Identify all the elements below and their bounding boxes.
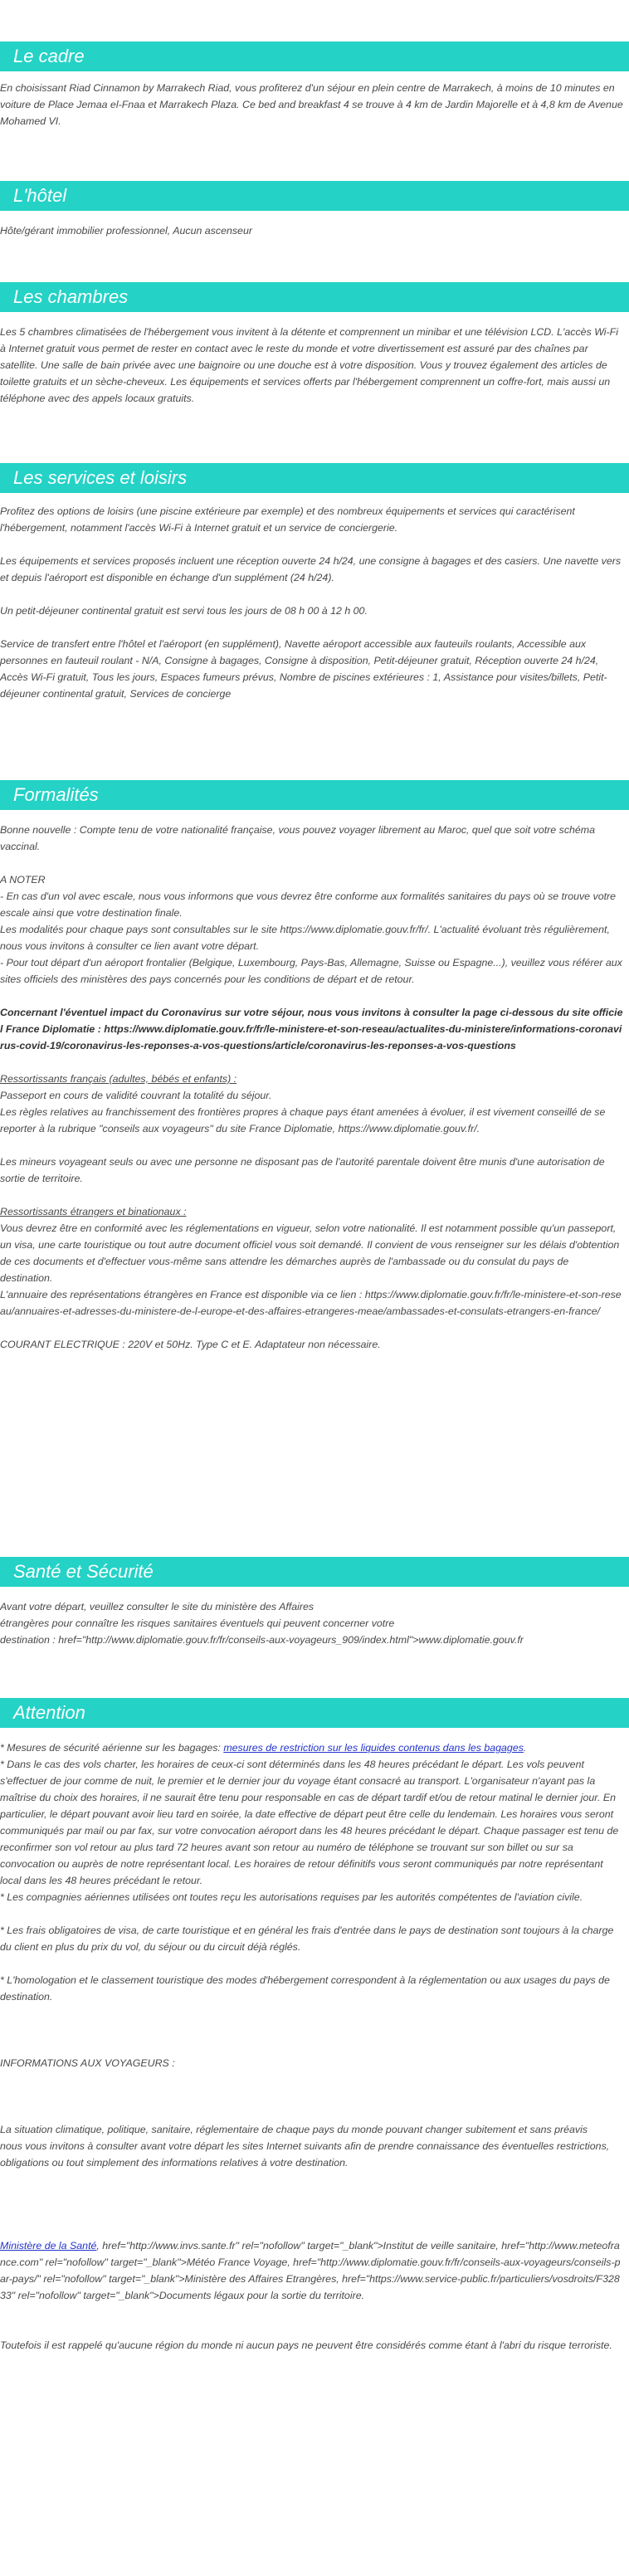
section-header-attention: Attention — [0, 1698, 629, 1728]
cadre-paragraph: En choisissant Riad Cinnamon by Marrakech Riad, vous profiterez d'un séjour en plein centre de Marrakech, à moins de 10 minutes en voiture de Place Jemaa el-Fnaa et Marrakech Plaza. Ce bed and breakfast 4 se trouve à 4 km de Jardin Majorelle et à 4,8 km de Avenue Mohamed VI. — [0, 82, 623, 127]
services-text — [0, 503, 624, 702]
formalites-note-title: A NOTER — [0, 874, 46, 886]
attention-bagages-end: . — [523, 1742, 527, 1754]
formalites-mineurs: Les mineurs voyageant seuls ou avec une personne ne disposant pas de l'autorité parentale doivent être munis d'une autorisation de sortie de territoire. — [0, 1156, 605, 1184]
attention-text — [0, 1739, 624, 2354]
hotel-paragraph: Hôte/gérant immobilier professionnel, Aucun ascenseur — [0, 225, 252, 237]
section-header-hotel: L'hôtel — [0, 181, 629, 211]
formalites-courant: COURANT ELECTRIQUE : 220V et 50Hz. Type C et E. Adaptateur non nécessaire. — [0, 1339, 381, 1350]
formalites-francais-heading: Ressortissants français (adultes, bébés et enfants) : — [0, 1073, 237, 1085]
formalites-note-escale: - En cas d'un vol avec escale, nous vous informons que vous devrez être conforme aux formalités sanitaires du pays où se trouve votre escale ainsi que votre destination finale. — [0, 890, 617, 919]
informations-links — [0, 2237, 624, 2304]
attention-vols-charter: * Dans le cas des vols charter, les horaires de ceux-ci sont déterminés dans les 48 heures précédant le départ. Les vols peuvent s'effectuer de jour comme de nuit, le premier et le dernier jour du voyage étant consacré au transport. L'organisateur n'ayant pas la maîtrise du choix des horaires, il ne saurait être tenu pour responsable en cas de départ tardif et/ou de retour matinal le dernier jour. En particulier, le départ pouvant avoir lieu tard en soirée, la date effective de départ peut être celle du lendemain. Les horaires vous seront communiqués par mail ou par fax, sur votre convocation aéroport dans les 48 heures précédant le départ. Chaque passager est tenu de reconfirmer son vol retour au plus tard 72 heures avant son retour au numéro de téléphone se trouvant sur son billet ou sur sa convocation ou auprès de notre représentant local. Les horaires de retour définitifs vous seront communiqués par notre représentant local dans les 48 heures précédant le retour. — [0, 1759, 619, 1886]
formalites-etrangers-annuaire: L'annuaire des représentations étrangères en France est disponible via ce lien : https://www.diplomatie.gouv.fr/fr/le-ministere-et-son-reseau/annuaires-et-adresses-du-ministere-de-l-europe-et-des-affaires-etrangeres-meae/ambassades-et-consulats-etrangers-en-france/ — [0, 1289, 622, 1317]
informations-voyageurs-heading: INFORMATIONS AUX VOYAGEURS : — [0, 2057, 175, 2069]
sante-line-2: étrangères pour connaître les risques sanitaires éventuels qui peuvent concerner votre — [0, 1617, 395, 1629]
sante-line-1: Avant votre départ, veuillez consulter le site du ministère des Affaires — [0, 1601, 314, 1612]
formalites-etrangers-conformite: Vous devrez être en conformité avec les réglementations en vigueur, selon votre nationalité. Il est notamment possible qu'un passeport, un visa, une carte touristique ou tout autre document officiel vous soit demandé. Il convient de vous renseigner sur les délais d'obtention de ces documents et d'effectuer vous-même sans attendre les démarches auprès de l'ambassade ou du consulat du pays de destination. — [0, 1222, 620, 1284]
attention-compagnies: * Les compagnies aériennes utilisées ont toutes reçu les autorisations requises par les autorités compétentes de l'aviation civile. — [0, 1891, 583, 1903]
informations-sites: nous vous invitons à consulter avant votre départ les sites Internet suivants afin de prendre connaissance des éventuelles restrictions, obligations ou tout simplement des informations relatives à votre destination. — [0, 2140, 610, 2169]
formalites-regles: Les règles relatives au franchissement des frontières propres à chaque pays étant amenées à évoluer, il est vivement conseillé de se reporter à la rubrique "conseils aux voyageurs" du site France Diplomatie, https://www.diplomatie.gouv.fr/. — [0, 1106, 606, 1134]
chambres-text — [0, 324, 624, 407]
section-header-cadre: Le cadre — [0, 41, 629, 71]
attention-frais-visa: * Les frais obligatoires de visa, de carte touristique et en général les frais d'entrée dans le pays de destination sont toujours à la charge du client en plus du prix du vol, du séjour ou du circuit déjà réglés. — [0, 1925, 614, 1953]
section-header-chambres: Les chambres — [0, 282, 629, 312]
sante-line-3: destination : href="http://www.diplomatie.gouv.fr/fr/conseils-aux-voyageurs_909/index.html">www.diplomatie.gouv.fr — [0, 1634, 524, 1646]
formalites-text — [0, 822, 624, 1353]
attention-bagages — [0, 1739, 624, 1756]
informations-links-rest: , href="http://www.invs.sante.fr" rel="nofollow" target="_blank">Institut de veille sanitaire, href="http://www.meteofrance.com" rel="nofollow" target="_blank">Météo France Voyage, href="http://www.diplomatie.gouv.fr/fr/conseils-aux-voyageurs/conseils-par-pays/" rel="nofollow" target="_blank">Ministère des Affaires Etrangères, href="https://www.service-public.fr/particuliers/vosdroits/F32833" rel="nofollow" target="_blank">Documents légaux pour la sortie du territoire. — [0, 2240, 621, 2301]
attention-bagages-label: * Mesures de sécurité aérienne sur les bagages: — [0, 1742, 224, 1754]
services-paragraph-1: Profitez des options de loisirs (une piscine extérieure par exemple) et des nombreux équipements et services qui caractérisent l'hébergement, notamment l'accès Wi-Fi à Internet gratuit et un service de conciergerie. — [0, 505, 575, 534]
section-header-sante: Santé et Sécurité — [0, 1557, 629, 1587]
formalites-passeport: Passeport en cours de validité couvrant la totalité du séjour. — [0, 1090, 272, 1101]
section-header-services: Les services et loisirs — [0, 463, 629, 493]
formalites-coronavirus: Concernant l'éventuel impact du Coronavirus sur votre séjour, nous vous invitons à consulter la page ci-dessous du site officiel France Diplomatie : https://www.diplomatie.gouv.fr/fr/le-ministere-et-son-reseau/actualites-du-ministere/informations-coronavirus-covid-19/coronavirus-les-reponses-a-vos-questions/article/coronavirus-les-reponses-a-vos-questions — [0, 1007, 623, 1051]
ministere-sante-link[interactable]: Ministère de la Santé — [0, 2240, 97, 2252]
cadre-text — [0, 80, 624, 129]
services-paragraph-4: Service de transfert entre l'hôtel et l'aéroport (en supplément), Navette aéroport accessible aux fauteuils roulants, Accessible aux personnes en fauteuil roulant - N/A, Consigne à bagages, Consigne à disposition, Petit-déjeuner gratuit, Réception ouverte 24 h/24, Accès Wi-Fi gratuit, Tous les jours, Espaces fumeurs prévus, Nombre de piscines extérieures : 1, Assistance pour visites/billets, Petit-déjeuner continental gratuit, Services de concierge — [0, 638, 607, 700]
informations-situation: La situation climatique, politique, sanitaire, réglementaire de chaque pays du monde pouvant changer subitement et sans préavis — [0, 2124, 588, 2135]
attention-terrorisme: Toutefois il est rappelé qu'aucune région du monde ni aucun pays ne peuvent être considérés comme étant à l'abri du risque terroriste. — [0, 2339, 612, 2351]
formalites-note-frontalier: - Pour tout départ d'un aéroport frontalier (Belgique, Luxembourg, Pays-Bas, Allemagne, Suisse ou Espagne...), veuillez vous référer aux sites officiels des ministères des pays concernés pour les conditions de départ et de retour. — [0, 957, 622, 985]
liquids-restriction-link[interactable]: mesures de restriction sur les liquides contenus dans les bagages — [223, 1742, 524, 1754]
services-paragraph-3: Un petit-déjeuner continental gratuit est servi tous les jours de 08 h 00 à 12 h 00. — [0, 605, 368, 617]
hotel-text — [0, 222, 624, 239]
services-paragraph-2: Les équipements et services proposés incluent une réception ouverte 24 h/24, une consigne à bagages et des casiers. Une navette vers et depuis l'aéroport est disponible en échange d'un supplément (24 h/24). — [0, 555, 622, 583]
sante-text — [0, 1598, 624, 1648]
chambres-paragraph: Les 5 chambres climatisées de l'hébergement vous invitent à la détente et comprennent un minibar et une télévision LCD. L'accès Wi-Fi à Internet gratuit vous permet de rester en contact avec le reste du monde et votre divertissement est assuré par des chaînes par satellite. Une salle de bain privée avec une baignoire ou une douche est à votre disposition. Vous y trouvez également des articles de toilette gratuits et un sèche-cheveux. Les équipements et services offerts par l'hébergement comprennent un coffre-fort, mais aussi un téléphone avec des appels locaux gratuits. — [0, 326, 618, 404]
attention-homologation: * L'homologation et le classement touristique des modes d'hébergement correspondent à la réglementation ou aux usages du pays de destination. — [0, 1974, 610, 2003]
formalites-etrangers-heading: Ressortissants étrangers et binationaux : — [0, 1206, 187, 1217]
formalites-note-modalites: Les modalités pour chaque pays sont consultables sur le site https://www.diplomatie.gouv.fr/fr/. L'actualité évoluant très régulièrement, nous vous invitons à consulter ce lien avant votre départ. — [0, 924, 610, 952]
formalites-intro: Bonne nouvelle : Compte tenu de votre nationalité française, vous pouvez voyager librement au Maroc, quel que soit votre schéma vaccinal. — [0, 824, 596, 852]
section-header-formalites: Formalités — [0, 780, 629, 810]
